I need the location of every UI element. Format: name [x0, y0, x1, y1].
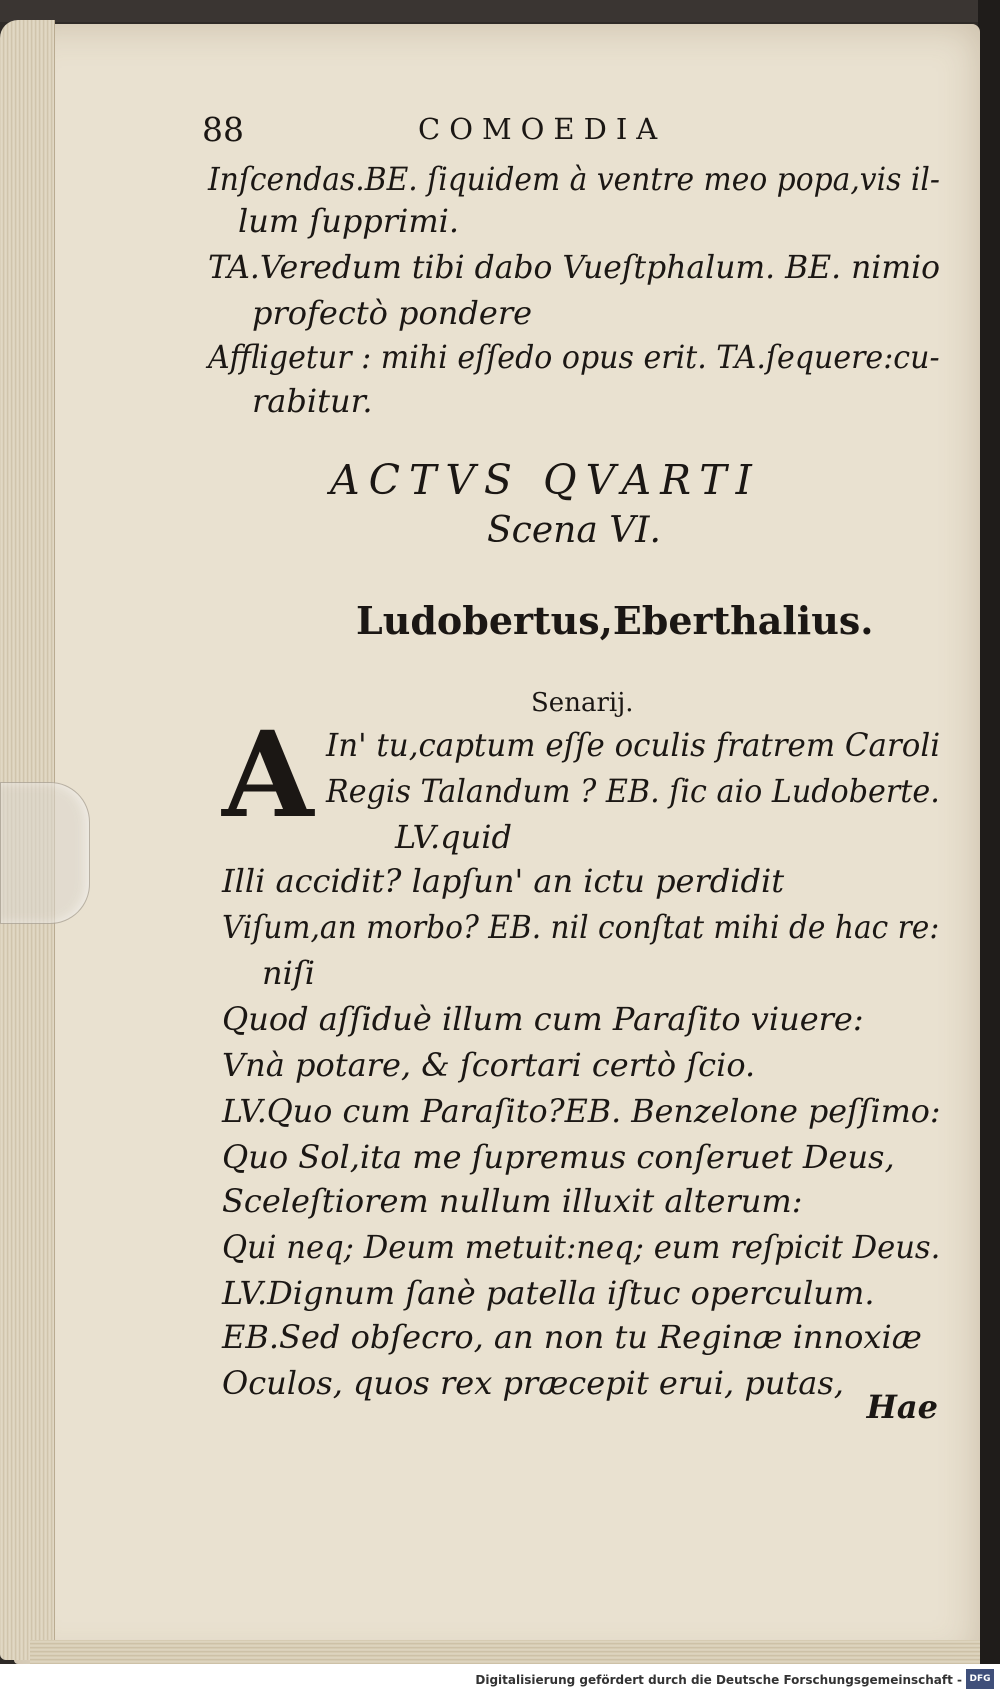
scan-top-border: [0, 0, 1000, 22]
dialogue-line-9: LV.Quo cum Paraſito?EB. Benzelone peſſimo:: [222, 1092, 941, 1130]
dialogue-line-13: LV.Dignum ſanè patella iſtuc operculum.: [222, 1274, 875, 1312]
drop-cap: A: [222, 705, 314, 844]
dialogue-line-15: Oculos, quos rex præcepit erui, putas,: [222, 1364, 844, 1402]
scan-right-border: [978, 0, 1000, 1696]
prior-line-6: rabitur.: [252, 382, 373, 420]
dialogue-line-10: Quo Sol,ita me ſupremus conſeruet Deus,: [222, 1138, 895, 1176]
prior-line-1: Inſcendas.BE. ſiquidem à ventre meo popa,vis il-: [208, 160, 940, 198]
page-number: 88: [202, 110, 244, 149]
scene-title: Scena VI.: [487, 510, 661, 551]
dialogue-line-6: niſi: [262, 954, 315, 992]
metre-label: Senarij.: [531, 688, 634, 718]
dialogue-line-4: Illi accidit? lapſun' an ictu perdidit: [222, 862, 785, 900]
prior-line-5: Affligetur : mihi eſſedo opus erit. TA.ſequere:cu-: [208, 338, 940, 376]
dialogue-line-1: In' tu,captum eſſe oculis fratrem Caroli: [326, 726, 941, 764]
prior-line-2: lum ſupprimi.: [238, 202, 460, 240]
dialogue-line-14: EB.Sed obſecro, an non tu Reginæ innoxiæ: [222, 1318, 922, 1356]
page-bottom-edge: [30, 1640, 980, 1664]
catchword: Hae: [866, 1388, 938, 1426]
act-title: ACTVS QVARTI: [330, 456, 761, 504]
funding-note: Digitalisierung gefördert durch die Deutsche Forschungsgemeinschaft -: [475, 1673, 962, 1687]
page-holder-clip: [0, 782, 90, 924]
dfg-logo: DFG: [966, 1669, 994, 1689]
dialogue-line-12: Qui neq; Deum metuit:neq; eum reſpicit Deus.: [222, 1228, 941, 1266]
dialogue-line-11: Sceleſtiorem nullum illuxit alterum:: [222, 1182, 803, 1220]
dialogue-line-7: Quod aſſiduè illum cum Paraſito viuere:: [222, 1000, 864, 1038]
dialogue-line-2: Regis Talandum ? EB. ſic aio Ludoberte.: [326, 772, 940, 810]
dialogue-line-5: Viſum,an morbo? EB. nil conſtat mihi de hac re:: [222, 908, 940, 946]
prior-line-3: TA.Veredum tibi dabo Vueſtphalum. BE. nimio: [208, 248, 941, 286]
prior-line-4: profectò pondere: [252, 294, 533, 332]
dialogue-line-8: Vnà potare, & ſcortari certò ſcio.: [222, 1046, 756, 1084]
dialogue-line-3: LV.quid: [395, 818, 512, 856]
running-head: COMOEDIA: [418, 112, 667, 146]
scene-speakers: Ludobertus,Eberthalius.: [356, 598, 874, 643]
